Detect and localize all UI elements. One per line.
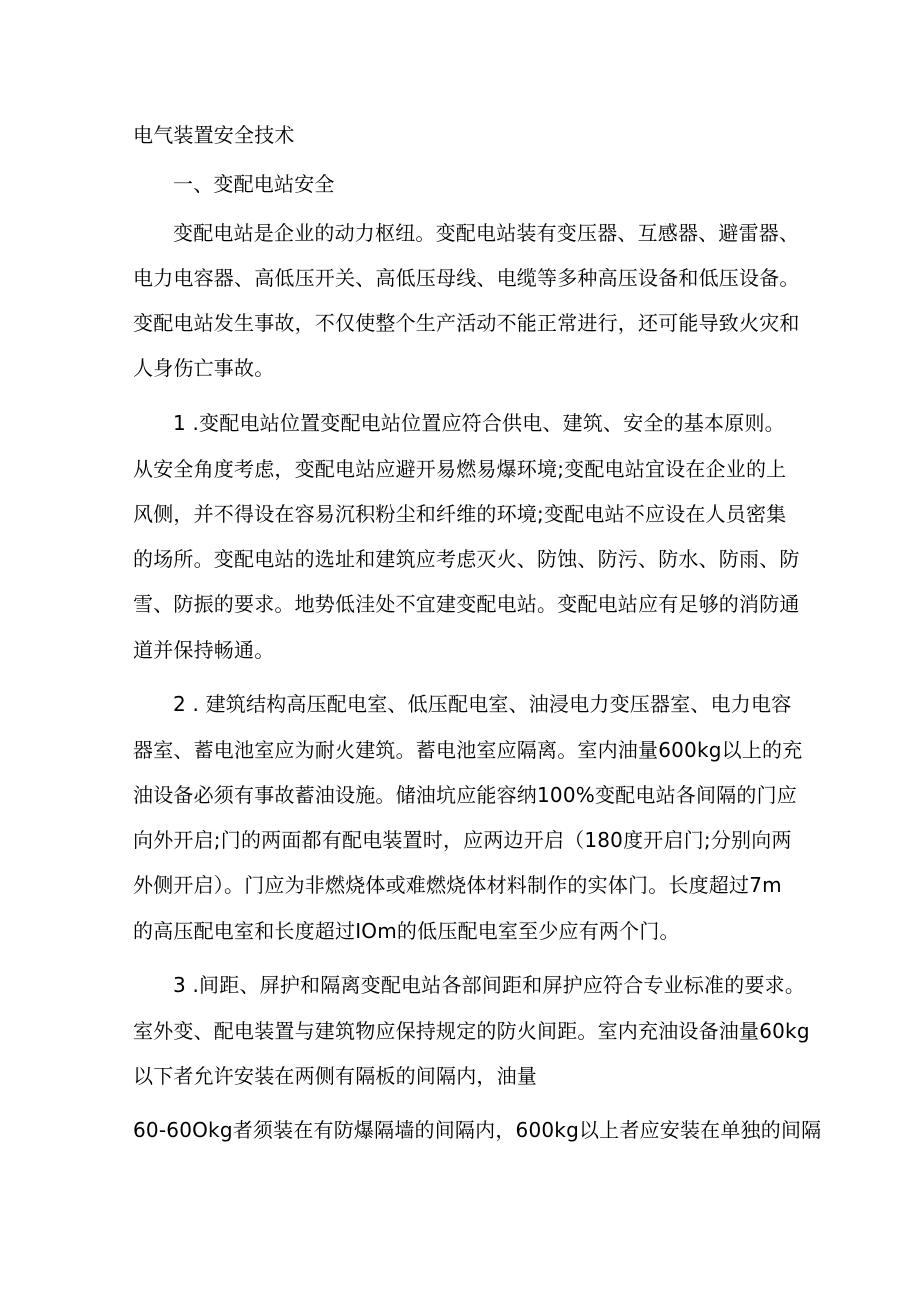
paragraph-line: 以下者允许安装在两侧有隔板的间隔内，油量: [133, 1064, 537, 1088]
paragraph-line: 油设备必须有事故蓄油设施。储油坑应能容纳100%变配电站各间隔的门应: [133, 783, 797, 807]
paragraph-line: 变配电站发生事故，不仅使整个生产活动不能正常进行，还可能导致火灾和: [133, 311, 800, 335]
paragraph-line: 外侧开启）。门应为非燃烧体或难燃烧体材料制作的实体门。长度超过7m: [133, 873, 782, 897]
paragraph-line: 电力电容器、高低压开关、高低压母线、电缆等多种高压设备和低压设备。: [133, 266, 800, 290]
section-heading: 一、变配电站安全: [173, 172, 335, 196]
paragraph-line: 变配电站是企业的动力枢纽。变配电站装有变压器、互感器、避雷器、: [173, 221, 800, 245]
paragraph-line: 雪、防振的要求。地势低洼处不宜建变配电站。变配电站应有足够的消防通: [133, 592, 800, 616]
paragraph-line: 室外变、配电装置与建筑物应保持规定的防火间距。室内充油设备油量60kg: [133, 1019, 810, 1043]
paragraph-line: 的场所。变配电站的选址和建筑应考虑灭火、防蚀、防污、防水、防雨、防: [133, 547, 800, 571]
paragraph-line: 从安全角度考虑，变配电站应避开易燃易爆环境;变配电站宜设在企业的上: [133, 457, 787, 481]
document-title: 电气装置安全技术: [133, 123, 295, 147]
paragraph-line: 道并保持畅通。: [133, 638, 275, 662]
paragraph-line: 60-60Okg者须装在有防爆隔墙的间隔内，600kg以上者应安装在单独的间隔: [133, 1118, 822, 1142]
paragraph-line: 3 .间距、屏护和隔离变配电站各部间距和屏护应符合专业标准的要求。: [173, 973, 806, 997]
paragraph-line: 2 . 建筑结构高压配电室、低压配电室、油浸电力变压器室、电力电容: [173, 692, 792, 716]
paragraph-line: 的高压配电室和长度超过IOm的低压配电室至少应有两个门。: [133, 919, 680, 943]
paragraph-line: 1 .变配电站位置变配电站位置应符合供电、建筑、安全的基本原则。: [173, 411, 785, 435]
paragraph-line: 风侧，并不得设在容易沉积粉尘和纤维的环境;变配电站不应设在人员密集: [133, 502, 787, 526]
paragraph-line: 器室、蓄电池室应为耐火建筑。蓄电池室应隔离。室内油量600kg以上的充: [133, 738, 803, 762]
paragraph-line: 人身伤亡事故。: [133, 356, 275, 380]
paragraph-line: 向外开启;门的两面都有配电装置时，应两边开启（180度开启门;分别向两: [133, 828, 792, 852]
